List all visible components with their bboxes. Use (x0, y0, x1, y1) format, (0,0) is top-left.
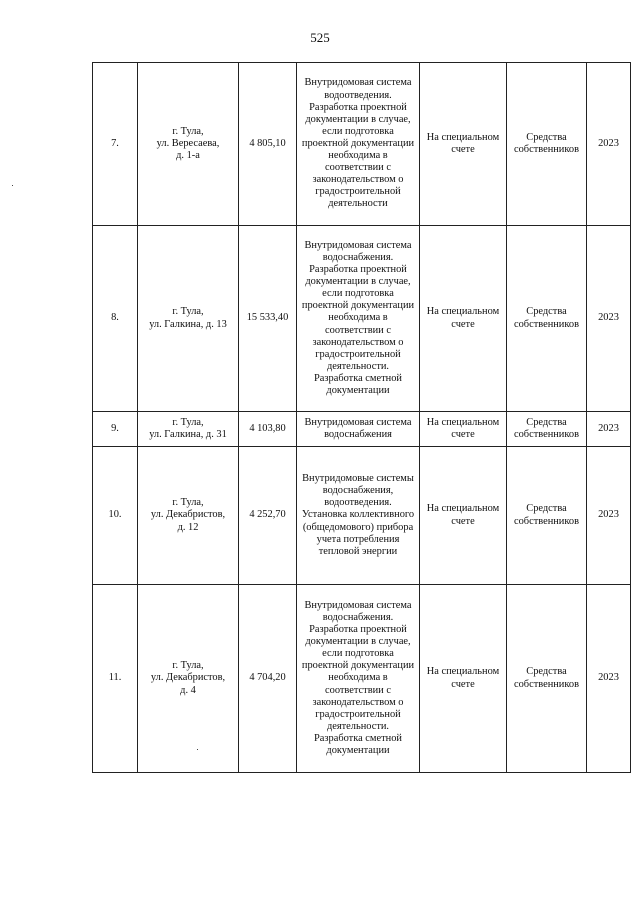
address-cell: г. Тула, ул. Вересаева, д. 1-а (138, 63, 239, 226)
works-cell: Внутридомовые системы водоснабжения, водоотведения. Установка коллективного (общедомового) прибора учета потребления тепловой энергии (297, 447, 420, 585)
address-cell: г. Тула, ул. Галкина, д. 31 (138, 412, 239, 447)
funding-cell: Средства собственников (507, 412, 587, 447)
works-cell: Внутридомовая система водоотведения. Разработка проектной документации в случае, если подготовка проектной документации необходима в соответствии с законодательством о градостроительной деятельности (297, 63, 420, 226)
table-row (93, 226, 631, 412)
cost-cell: 4 103,80 (239, 412, 297, 447)
row-number: 7. (93, 63, 138, 226)
row-number: 9. (93, 412, 138, 447)
table-row (93, 585, 631, 773)
cost-cell: 4 805,10 (239, 63, 297, 226)
scan-speck (12, 185, 13, 186)
works-cell: Внутридомовая система водоснабжения. Разработка проектной документации в случае, если подготовка проектной документации необходима в соответствии с законодательством о градостроительной деятельности. Разработка сметной документации (297, 226, 420, 412)
table-row (93, 412, 631, 447)
year-cell: 2023 (587, 226, 631, 412)
page-number: 525 (310, 30, 330, 45)
funding-cell: Средства собственников (507, 447, 587, 585)
account-cell: На специальном счете (420, 412, 507, 447)
funding-cell: Средства собственников (507, 63, 587, 226)
table-row (93, 63, 631, 226)
row-number: 10. (93, 447, 138, 585)
address-cell: г. Тула, ул. Декабристов, д. 4 (138, 585, 239, 773)
account-cell: На специальном счете (420, 447, 507, 585)
cost-cell: 4 704,20 (239, 585, 297, 773)
address-cell: г. Тула, ул. Декабристов, д. 12 (138, 447, 239, 585)
address-cell: г. Тула, ул. Галкина, д. 13 (138, 226, 239, 412)
account-cell: На специальном счете (420, 226, 507, 412)
year-cell: 2023 (587, 63, 631, 226)
table-row (93, 447, 631, 585)
row-number: 11. (93, 585, 138, 773)
registry-table (92, 62, 631, 773)
funding-cell: Средства собственников (507, 226, 587, 412)
year-cell: 2023 (587, 585, 631, 773)
row-number: 8. (93, 226, 138, 412)
works-cell: Внутридомовая система водоснабжения. Разработка проектной документации в случае, если подготовка проектной документации необходима в соответствии с законодательством о градостроительной деятельности. Разработка сметной документации (297, 585, 420, 773)
account-cell: На специальном счете (420, 63, 507, 226)
year-cell: 2023 (587, 412, 631, 447)
account-cell: На специальном счете (420, 585, 507, 773)
works-cell: Внутридомовая система водоснабжения (297, 412, 420, 447)
funding-cell: Средства собственников (507, 585, 587, 773)
scan-speck (197, 749, 198, 750)
year-cell: 2023 (587, 447, 631, 585)
cost-cell: 15 533,40 (239, 226, 297, 412)
cost-cell: 4 252,70 (239, 447, 297, 585)
